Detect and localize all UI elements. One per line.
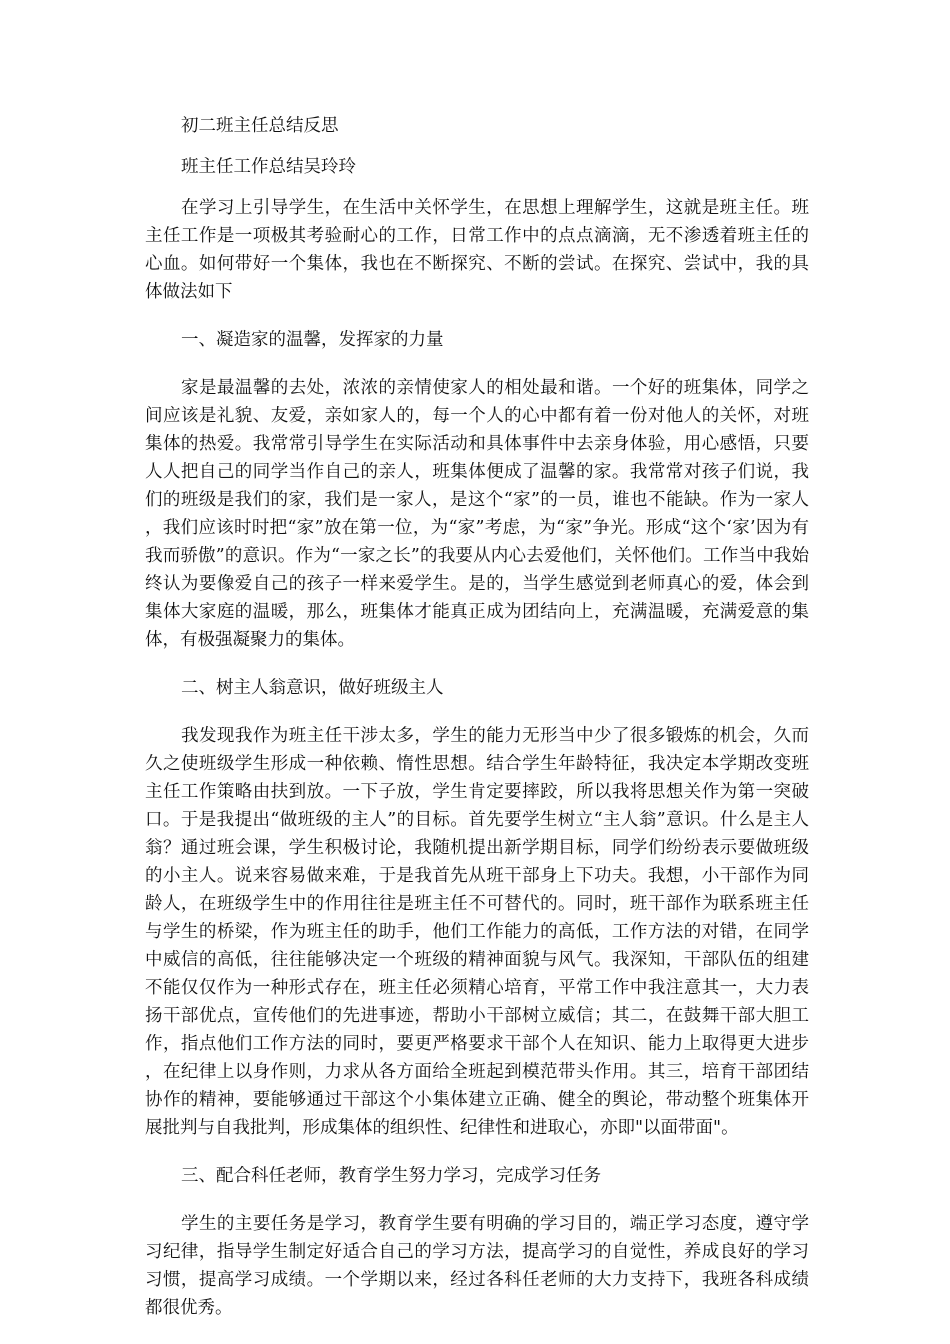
section-heading-3: 三、配合科任老师，教育学生努力学习，完成学习任务 xyxy=(181,1166,601,1186)
section-body-3: 学生的主要任务是学习，教育学生要有明确的学习目的，端正学习态度，遵守学习纪律，指导学生制定好适合自己的学习方法，提高学习的自觉性，养成良好的学习习惯，提高学习成绩。一个学期以来，经过各科任老师的大力支持下，我班各科成绩都很优秀。 xyxy=(145,1214,809,1318)
section-body-2: 我发现我作为班主任干涉太多，学生的能力无形当中少了很多锻炼的机会，久而久之使班级学生形成一种依赖、惰性思想。结合学生年龄特征，我决定本学期改变班主任工作策略由扶到放。一下子放，学生肯定要摔跤，所以我将思想关作为第一突破口。于是我提出“做班级的主人”的目标。首先要学生树立“主人翁”意识。什么是主人翁？通过班会课，学生积极讨论，我随机提出新学期目标，同学们纷纷表示要做班级的小主人。说来容易做来难，于是我首先从班干部身上下功夫。我想，小干部作为同龄人，在班级学生中的作用往往是班主任不可替代的。同时，班干部作为联系班主任与学生的桥梁，作为班主任的助手，他们工作能力的高低，工作方法的对错，在同学中威信的高低，往往能够决定一个班级的精神面貌与风气。我深知，干部队伍的组建不能仅仅作为一种形式存在，班主任必须精心培育，平常工作中我注意其一，大力表扬干部优点，宣传他们的先进事迹，帮助小干部树立威信；其二，在鼓舞干部大胆工作，指点他们工作方法的同时，要更严格要求干部个人在知识、能力上取得更大进步，在纪律上以身作则，力求从各方面给全班起到模范带头作用。其三，培育干部团结协作的精神，要能够通过干部这个小集体建立正确、健全的舆论，带动整个班集体开展批判与自我批判，形成集体的组织性、纪律性和进取心，亦即"以面带面"。 xyxy=(145,726,809,1138)
section-body-1: 家是最温馨的去处，浓浓的亲情使家人的相处最和谐。一个好的班集体，同学之间应该是礼貌、友爱，亲如家人的，每一个人的心中都有着一份对他人的关怀，对班集体的热爱。我常常引导学生在实际活动和具体事件中去亲身体验，用心感悟，只要人人把自己的同学当作自己的亲人，班集体便成了温馨的家。我常常对孩子们说，我们的班级是我们的家，我们是一家人，是这个“家”的一员，谁也不能缺。作为一家人，我们应该时时把“家”放在第一位，为“家”考虑，为“家”争光。形成“这个‘家’因为有我而骄傲”的意识。作为“一家之长”的我要从内心去爱他们，关怀他们。工作当中我始终认为要像爱自己的孩子一样来爱学生。是的，当学生感觉到老师真心的爱，体会到集体大家庭的温暖，那么，班集体才能真正成为团结向上，充满温暖，充满爱意的集体，有极强凝聚力的集体。 xyxy=(145,378,809,650)
section-heading-2: 二、树主人翁意识，做好班级主人 xyxy=(181,678,444,698)
document-title: 初二班主任总结反思 xyxy=(181,116,339,136)
document-body xyxy=(145,112,809,1342)
section-heading-1: 一、凝造家的温馨，发挥家的力量 xyxy=(181,330,444,350)
document-subtitle: 班主任工作总结吴玲玲 xyxy=(181,157,356,177)
intro-paragraph: 在学习上引导学生，在生活中关怀学生，在思想上理解学生，这就是班主任。班主任工作是一项极其考验耐心的工作，日常工作中的点点滴滴，无不渗透着班主任的心血。如何带好一个集体，我也在不断探究、不断的尝试。在探究、尝试中，我的具体做法如下 xyxy=(145,198,809,302)
